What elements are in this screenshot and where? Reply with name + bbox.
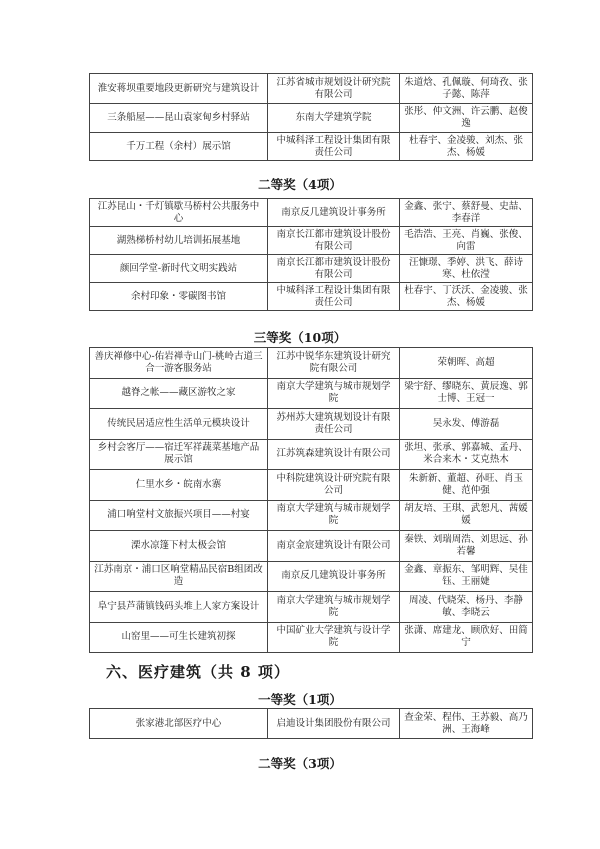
second-prize-table: [89, 198, 533, 311]
team-members: 张坦、张承、郭嘉城、孟丹、米合来木・艾克热木: [400, 439, 533, 470]
team-members: 金鑫、章振东、邹明辉、吴佳钰、王丽婕: [400, 561, 533, 592]
project-name: 湖熟梯桥村幼儿培训拓展基地: [90, 227, 268, 255]
design-unit: 江苏中锐华东建筑设计研究院有限公司: [268, 348, 400, 379]
team-members: 秦铁、刘瑞周浩、刘思远、孙若馨: [400, 531, 533, 562]
design-unit: 南京大学建筑与城市规划学院: [268, 378, 400, 409]
first-prize-heading: 一等奖（1项）: [258, 692, 342, 707]
project-name: 颜回学堂-新时代文明实践站: [90, 255, 268, 283]
design-unit: 江苏省城市规划设计研究院有限公司: [268, 74, 400, 104]
team-members: 胡友培、王琪、武恕凡、茜媛媛: [400, 500, 533, 531]
project-name: 溧水凉篷下村太极会馆: [90, 531, 268, 562]
table-row: [90, 470, 533, 501]
award-table-top: [89, 73, 533, 161]
table-row: [90, 283, 533, 311]
team-members: 周凌、代晓荣、杨丹、李静敏、李晓云: [400, 592, 533, 623]
design-unit: 南京反几建筑设计事务所: [268, 199, 400, 227]
project-name: 余村印象・零碳图书馆: [90, 283, 268, 311]
design-unit: 南京长江都市建筑设计股份有限公司: [268, 227, 400, 255]
team-members: 张潇、席建龙、顾欣好、田简宁: [400, 622, 533, 653]
design-unit: 中国矿业大学建筑与设计学院: [268, 622, 400, 653]
table-row: [90, 255, 533, 283]
project-name: 张家港北部医疗中心: [90, 709, 268, 739]
design-unit: 南京金宸建筑设计有限公司: [268, 531, 400, 562]
table-row: [90, 74, 533, 104]
first-prize-table: [89, 708, 533, 739]
third-prize-heading: 三等奖（10项）: [253, 330, 347, 345]
table-row: [90, 409, 533, 440]
project-name: 千万工程（余村）展示馆: [90, 133, 268, 161]
project-name: 江苏南京・浦口区响堂精品民宿B组团改造: [90, 561, 268, 592]
team-members: 梁宇舒、缪晓东、黄辰逸、郭士博、王冠一: [400, 378, 533, 409]
design-unit: 江苏筑森建筑设计有限公司: [268, 439, 400, 470]
table-row: [90, 199, 533, 227]
team-members: 金鑫、张宁、蔡舒曼、史喆、李春洋: [400, 199, 533, 227]
project-name: 山窑里——可生长建筑初探: [90, 622, 268, 653]
project-name: 浦口响堂村文旅振兴项目——村宴: [90, 500, 268, 531]
table-row: [90, 133, 533, 161]
design-unit: 中城科泽工程设计集团有限责任公司: [268, 283, 400, 311]
table-row: [90, 622, 533, 653]
design-unit: 启迪设计集团股份有限公司: [268, 709, 400, 739]
project-name: 阜宁县芦蒲镇钱码头堆上人家方案设计: [90, 592, 268, 623]
table-row: [90, 439, 533, 470]
table-row: [90, 378, 533, 409]
design-unit: 东南大学建筑学院: [268, 104, 400, 133]
team-members: 朱道焓、孔佩璇、何琦孜、张子懿、陈萍: [400, 74, 533, 104]
design-unit: 中科院建筑设计研究院有限公司: [268, 470, 400, 501]
table-row: [90, 561, 533, 592]
table-row: [90, 592, 533, 623]
table-row: [90, 104, 533, 133]
table-row: [90, 709, 533, 739]
table-row: [90, 348, 533, 379]
team-members: 吴永发、傅游磊: [400, 409, 533, 440]
third-prize-table: [89, 347, 533, 653]
design-unit: 南京大学建筑与城市规划学院: [268, 500, 400, 531]
table-row: [90, 531, 533, 562]
team-members: 张彤、仲文洲、许云鹏、赵俊逸: [400, 104, 533, 133]
second-prize-heading-medical: 二等奖（3项）: [258, 756, 342, 771]
project-name: 乡村会客厅——宿迁军祥蔬菜基地产品展示馆: [90, 439, 268, 470]
team-members: 杜春宇、丁沃沃、金凌骏、张杰、杨媛: [400, 283, 533, 311]
design-unit: 南京大学建筑与城市规划学院: [268, 592, 400, 623]
design-unit: 南京长江都市建筑设计股份有限公司: [268, 255, 400, 283]
project-name: 淮安蒋坝重要地段更新研究与建筑设计: [90, 74, 268, 104]
table-row: [90, 227, 533, 255]
design-unit: 中城科泽工程设计集团有限责任公司: [268, 133, 400, 161]
table-row: [90, 500, 533, 531]
project-name: 三条船屋——昆山袁家甸乡村驿站: [90, 104, 268, 133]
team-members: 汪慷璟、季婷、洪飞、薛诗寒、杜依滢: [400, 255, 533, 283]
team-members: 朱新新、董超、孙旺、肖玉健、范仲强: [400, 470, 533, 501]
design-unit: 南京反几建筑设计事务所: [268, 561, 400, 592]
project-name: 仁里水乡・皖南水寨: [90, 470, 268, 501]
team-members: 毛浩浩、王亮、肖巍、张俊、向雷: [400, 227, 533, 255]
team-members: 荣朝晖、高超: [400, 348, 533, 379]
team-members: 查金荣、程伟、王苏毅、高乃洲、王海峰: [400, 709, 533, 739]
second-prize-heading: 二等奖（4项）: [258, 177, 342, 192]
section-title-medical: 六、医疗建筑（共 8 项）: [106, 663, 290, 681]
design-unit: 苏州苏大建筑规划设计有限责任公司: [268, 409, 400, 440]
team-members: 杜春宇、金凌骏、刘杰、张杰、杨媛: [400, 133, 533, 161]
project-name: 越脊之帐——藏区游牧之家: [90, 378, 268, 409]
project-name: 善庆禅修中心-佑岩禅寺山门-桃岭古道三合一游客服务站: [90, 348, 268, 379]
project-name: 传统民居适应性生活单元模块设计: [90, 409, 268, 440]
project-name: 江苏昆山・千灯镇歇马桥村公共服务中心: [90, 199, 268, 227]
